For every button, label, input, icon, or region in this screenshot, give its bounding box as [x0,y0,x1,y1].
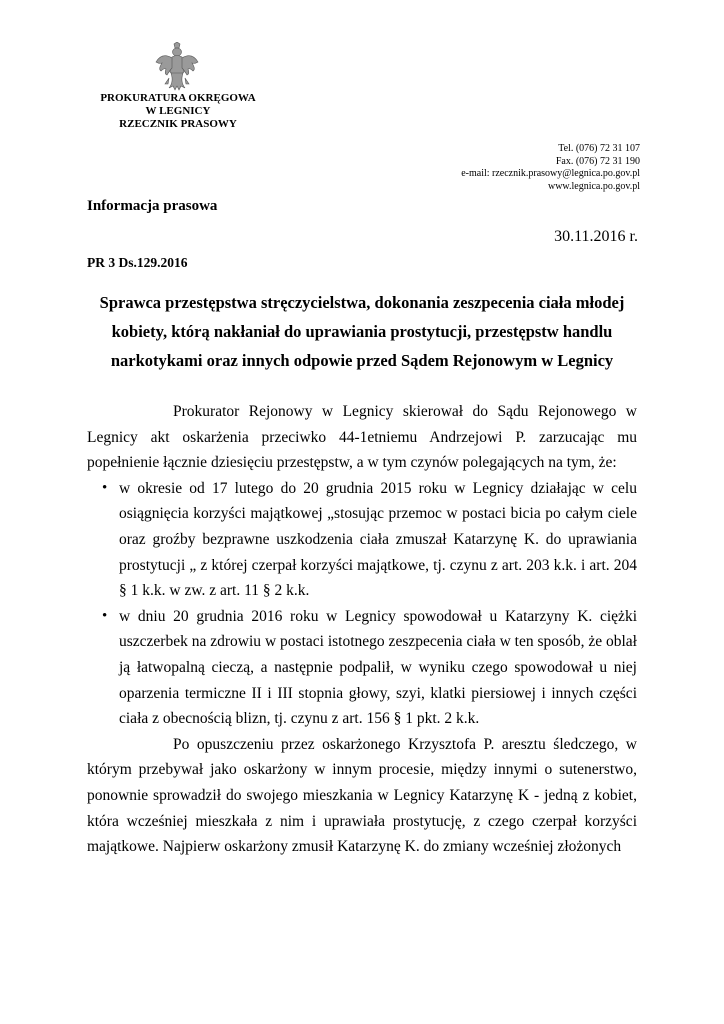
office-name: PROKURATURA OKRĘGOWA [100,92,256,104]
second-paragraph: Po opuszczeniu przez oskarżonego Krzysztofa P. aresztu śledczego, w którym przebywał jako oskarżony w innym procesie, między innymi o sutenerstwo, ponownie sprowadził do swojego mieszkania w Legnicy Katarzynę K - jedną z kobiet, która wcześniej mieszkała z nim i uprawiała prostytucję, z czego czerpał korzyści majątkowe. Najpierw oskarżony zmusił Katarzynę K. do zmiany wcześniej złożonych [87,735,637,856]
office-role: RZECZNIK PRASOWY [119,118,237,130]
bullet-icon: • [102,607,108,624]
eagle-icon [154,42,200,92]
list-item-text: w okresie od 17 lutego do 20 grudnia 2015 roku w Legnicy działając w celu osiągnięcia korzyści majątkowej „stosując przemoc w postaci bicia po całym ciele oraz groźby bezprawne uszkodzenia ciała zmuszał Katarzynę K. do uprawiania prostytucji „ z której czerpał korzyści majątkowe, tj. czynu z art. 203 k.k. i art. 204 § 1 k.k. w zw. z art. 11 § 2 k.k. [119,479,637,600]
list-item [87,604,637,732]
article-body [87,399,637,860]
contact-tel: Tel. (076) 72 31 107 [558,143,640,154]
polish-eagle-emblem [154,42,200,92]
contact-email: e-mail: rzecznik.prasowy@legnica.po.gov.pl [461,168,640,179]
intro-paragraph: Prokurator Rejonowy w Legnicy skierował do Sądu Rejonowego w Legnicy akt oskarżenia przeciwko 44-1etniemu Andrzejowi P. zarzucając mu popełnienie łącznie dziesięciu przestępstw, a w tym czynów polegających na tym, że: [87,403,637,472]
bullet-icon: • [102,479,108,496]
document-type: Informacja prasowa [87,198,218,214]
contact-block [461,143,640,193]
office-city: W LEGNICY [145,105,211,117]
office-header [92,92,264,131]
contact-www: www.legnica.po.gov.pl [547,180,640,192]
charges-list [87,476,637,732]
contact-fax: Fax. (076) 72 31 190 [555,155,640,167]
document-date: 30.11.2016 r. [554,228,638,245]
list-item-text: w dniu 20 grudnia 2016 roku w Legnicy spowodował u Katarzyny K. ciężki uszczerbek na zdrowiu w postaci istotnego zeszpecenia ciała w ten sposób, że oblał ją łatwopalną cieczą, a następnie podpalił, w wyniku czego spowodował u niej oparzenia termiczne II i III stopnia głowy, szyi, klatki piersiowej i innych części ciała z obecnością blizn, tj. czynu z art. 156 § 1 pkt. 2 k.k. [119,607,637,728]
headline: Sprawca przestępstwa stręczycielstwa, dokonania zeszpecenia ciała młodej kobiety, którą nakłaniał do uprawiania prostytucji, przestępstw handlu narkotykami oraz innych odpowie przed Sądem Rejonowym w Legnicy [99,293,625,370]
case-signature: PR 3 Ds.129.2016 [87,255,188,270]
list-item [87,476,637,604]
